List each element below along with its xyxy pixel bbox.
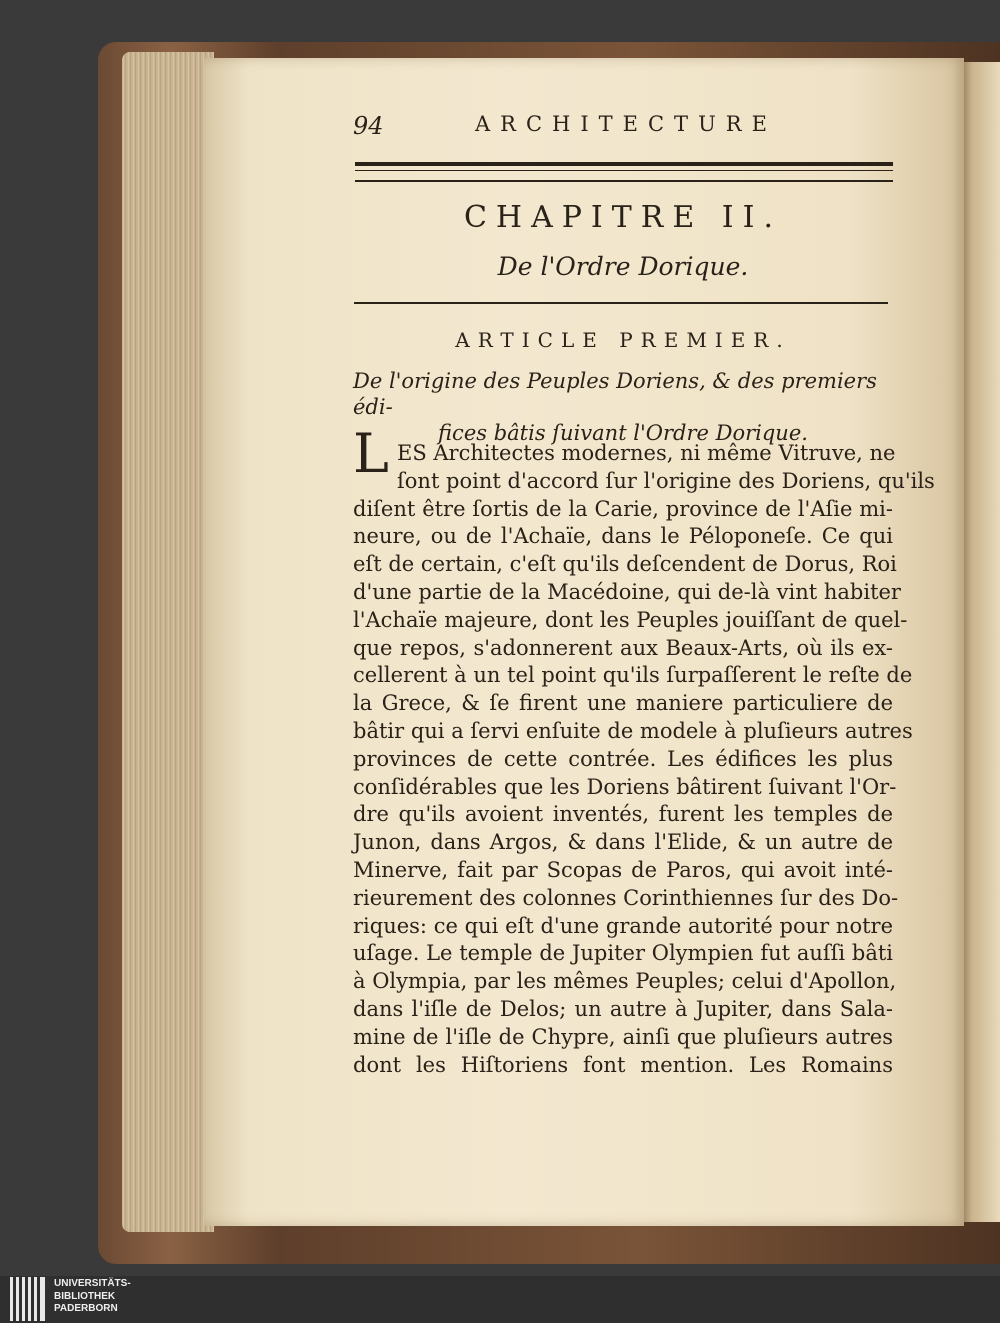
article-subtitle-line: fices bâtis ſuivant l'Ordre Dorique.	[438, 421, 808, 445]
text-line: uſage. Le temple de Jupiter Olympien fut auſſi bâti	[353, 941, 893, 966]
text-line: conſidérables que les Doriens bâtirent ſuivant l'Or-	[353, 774, 897, 799]
text-line: dre qu'ils avoient inventés, furent les temples de	[353, 802, 893, 827]
text-line: Minerve, fait par Scopas de Paros, qui avoit inté-	[353, 857, 893, 882]
page-edges	[122, 52, 214, 1232]
text-line: la Grece, & ſe firent une maniere particuliere de	[353, 691, 893, 716]
article-subtitle	[353, 368, 893, 446]
text-line: mine de l'iſle de Chypre, ainſi que pluſieurs autres	[353, 1024, 893, 1049]
body-text	[353, 440, 935, 1079]
text-line: bâtir qui a ſervi enſuite de modele à pluſieurs autres	[353, 718, 913, 743]
text-line: l'Achaïe majeure, dont les Peuples jouiſſant de quel-	[353, 607, 908, 632]
chapter-subtitle: De l'Ordre Dorique.	[497, 252, 749, 281]
text-line: Junon, dans Argos, & dans l'Elide, & un autre de	[353, 830, 893, 855]
text-line: riques: ce qui eſt d'une grande autorité pour notre	[353, 913, 893, 938]
text-line: rieurement des colonnes Corinthiennes ſur des Do-	[353, 885, 899, 910]
article-subtitle-line: De l'origine des Peuples Doriens, & des premiers édi-	[353, 369, 877, 419]
library-logo-icon	[10, 1277, 50, 1321]
library-name-line: PADERBORN	[54, 1303, 118, 1314]
running-head	[353, 112, 893, 142]
text-line: dont les Hiſtoriens font mention. Les Romains	[353, 1052, 893, 1077]
library-footer	[0, 1276, 1000, 1323]
drop-cap: L	[353, 422, 389, 485]
text-line: eſt de certain, c'eſt qu'ils deſcendent de Dorus, Roi	[353, 552, 897, 577]
text-line: ES Architectes modernes, ni même Vitruve, ne	[397, 441, 896, 465]
page-number: 94	[353, 112, 384, 140]
text-line: diſent être ſortis de la Carie, province de l'Aſie mi-	[353, 496, 893, 521]
library-name-line: UNIVERSITÄTS-	[54, 1278, 131, 1289]
library-name	[54, 1278, 131, 1316]
text-line: ſont point d'accord ſur l'origine des Doriens, qu'ils	[397, 468, 935, 493]
section-rule	[354, 302, 888, 304]
double-rule	[355, 162, 893, 182]
text-line: que repos, s'adonnerent aux Beaux-Arts, où ils ex-	[353, 635, 893, 660]
library-name-line: BIBLIOTHEK	[54, 1290, 116, 1302]
text-line: dans l'iſle de Delos; un autre à Jupiter, dans Sala-	[353, 996, 893, 1021]
running-head-title: ARCHITECTURE	[475, 112, 777, 136]
text-line: d'une partie de la Macédoine, qui de-là vint habiter	[353, 579, 901, 604]
facing-page-edge	[960, 62, 1000, 1222]
text-line: à Olympia, par les mêmes Peuples; celui d'Apollon,	[353, 969, 897, 994]
text-line: neure, ou de l'Achaïe, dans le Péloponeſe. Ce qui	[353, 524, 893, 549]
article-heading: ARTICLE PREMIER.	[455, 328, 791, 352]
text-line: provinces de cette contrée. Les édifices les plus	[353, 746, 893, 771]
text-line: cellerent à un tel point qu'ils ſurpaſſerent le reſte de	[353, 663, 913, 688]
chapter-title: CHAPITRE II.	[463, 200, 783, 235]
